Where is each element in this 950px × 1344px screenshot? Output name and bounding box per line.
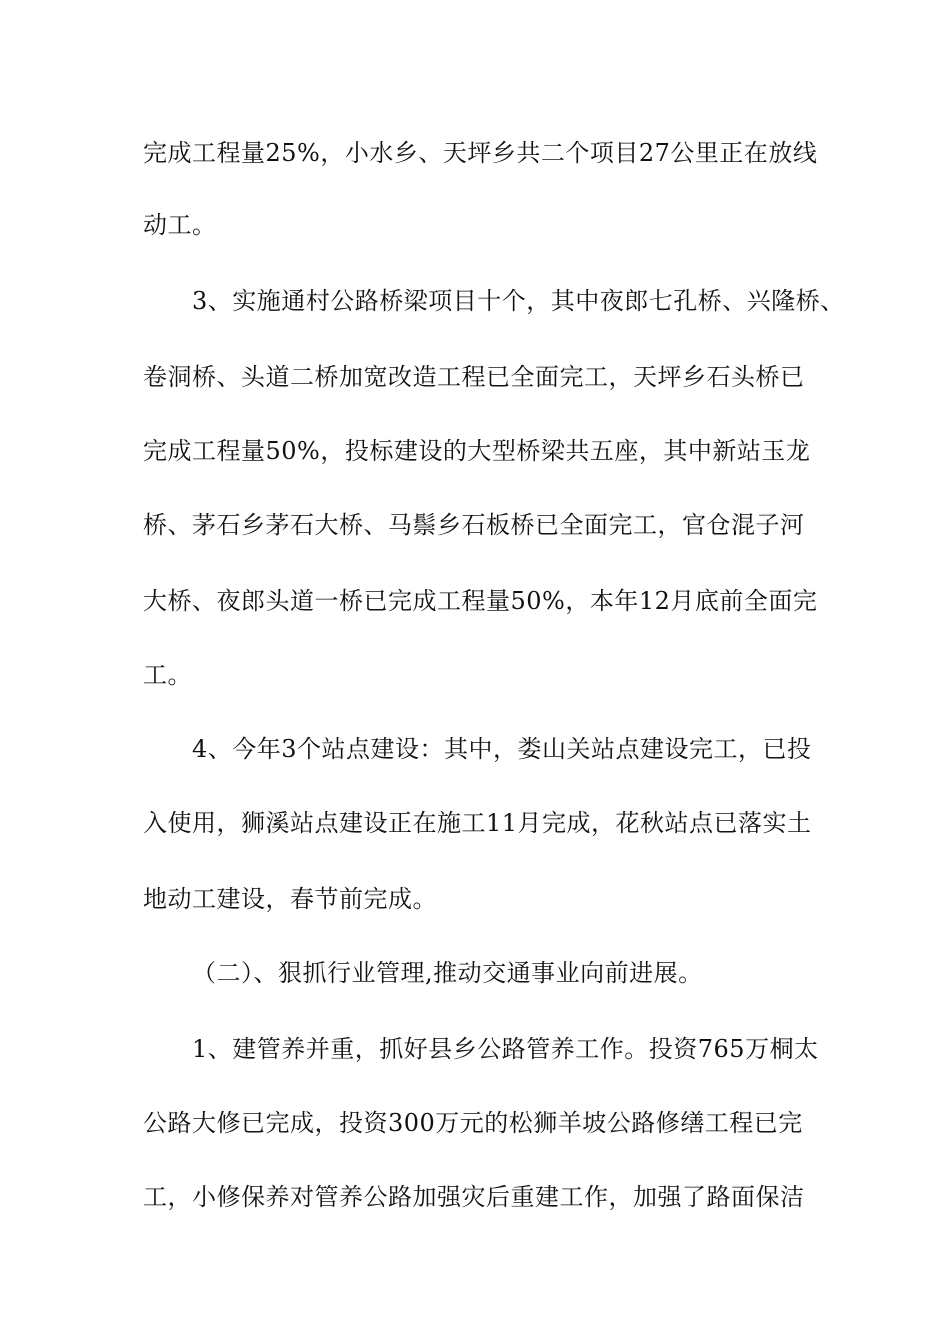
paragraph-line: 4、今年3个站点建设：其中，娄山关站点建设完工，已投: [192, 735, 812, 763]
paragraph-line: 1、建管养并重，抓好县乡公路管养工作。投资765万桐太: [192, 1035, 819, 1063]
paragraph-line: 公路大修已完成，投资300万元的松狮羊坡公路修缮工程已完: [143, 1109, 803, 1137]
paragraph-line: 大桥、夜郎头道一桥已完成工程量50%，本年12月底前全面完: [143, 587, 818, 615]
paragraph-line: 完成工程量25%，小水乡、天坪乡共二个项目27公里正在放线: [143, 139, 818, 167]
paragraph-line: 工。: [143, 661, 192, 689]
paragraph-line: 桥、茅石乡茅石大桥、马鬃乡石板桥已全面完工，官仓混子河: [143, 511, 805, 539]
paragraph-line: 工，小修保养对管养公路加强灾后重建工作，加强了路面保洁: [143, 1183, 805, 1211]
section-heading: （二）、狠抓行业管理,推动交通事业向前进展。: [192, 959, 703, 987]
paragraph-line: 卷洞桥、头道二桥加宽改造工程已全面完工，天坪乡石头桥已: [143, 363, 805, 391]
paragraph-line: 3、实施通村公路桥梁项目十个，其中夜郎七孔桥、兴隆桥、: [192, 287, 845, 315]
paragraph-line: 入使用，狮溪站点建设正在施工11月完成，花秋站点已落实土: [143, 809, 812, 837]
paragraph-line: 动工。: [143, 211, 217, 239]
paragraph-line: 地动工建设，春节前完成。: [143, 885, 437, 913]
paragraph-line: 完成工程量50%，投标建设的大型桥梁共五座，其中新站玉龙: [143, 437, 811, 465]
